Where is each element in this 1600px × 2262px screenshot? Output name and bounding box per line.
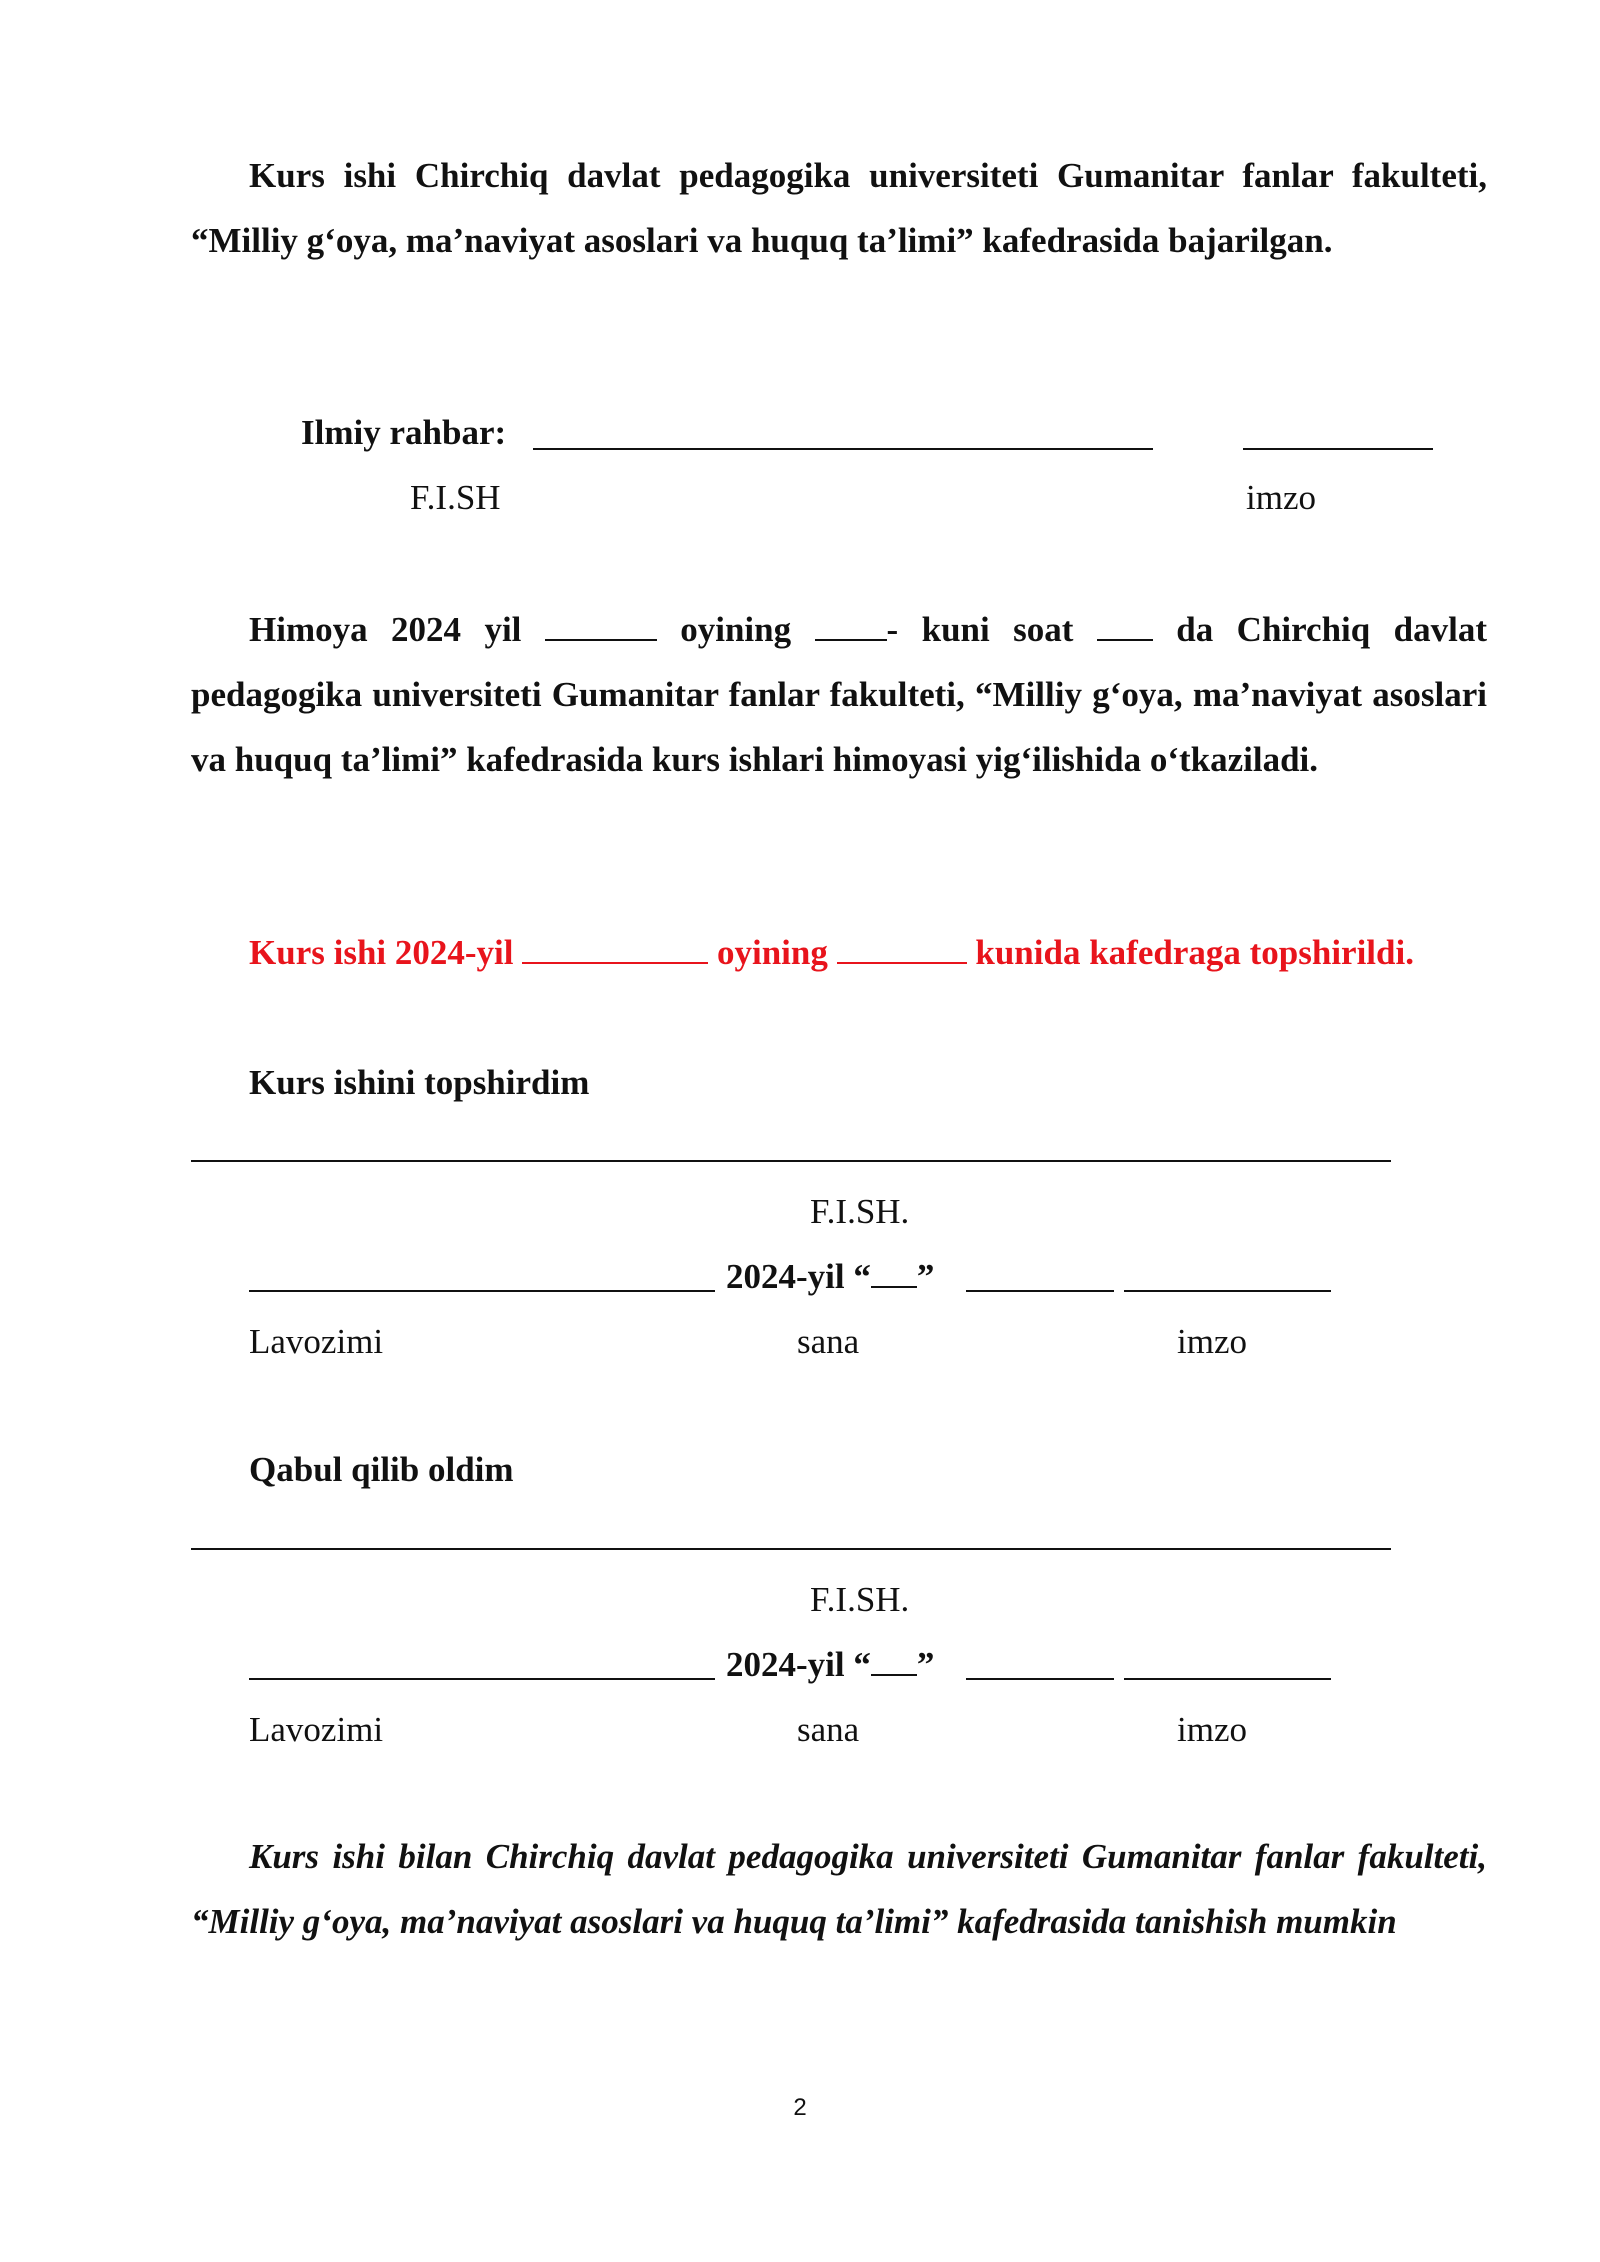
handed-over-heading: Kurs ishini topshirdim [249,1063,590,1102]
supervisor-label: Ilmiy rahbar: [301,413,507,452]
supervisor-signature-caption: imzo [1246,478,1316,517]
handed-over-date: 2024-yil “ ” [726,1257,935,1296]
handed-over-day-blank [871,1260,917,1288]
received-date-caption: sana [797,1710,860,1749]
handed-over-month-line [966,1290,1114,1292]
reference-paragraph: Kurs ishi bilan Chirchiq davlat pedagogika universiteti Gumanitar fanlar fakulteti, “Milliy g‘oya, ma’naviyat asoslari va huquq ta’limi” kafedrasida tanishish mumkin [191,1837,1487,1941]
received-month-line [966,1678,1114,1680]
intro-paragraph: Kurs ishi Chirchiq davlat pedagogika universiteti Gumanitar fanlar fakulteti, “Milliy g‘oya, ma’naviyat asoslari va huquq ta’limi” kafedrasida bajarilgan. [191,156,1487,260]
supervisor-name-caption: F.I.SH [410,478,501,517]
submission-line: Kurs ishi 2024-yil oyining kunida kafedraga topshirildi. [249,933,1414,972]
supervisor-signature-line [1243,448,1433,450]
received-day-blank [871,1648,917,1676]
submission-month-blank [522,936,708,964]
received-signature-caption: imzo [1177,1710,1247,1749]
supervisor-name-line [533,448,1153,450]
handed-over-date-caption: sana [797,1322,860,1361]
defense-hour-blank [1097,613,1153,641]
page-number: 2 [793,2094,807,2121]
handed-over-name-line [191,1160,1391,1162]
defense-paragraph: Himoya 2024 yil oyining - kuni soat da Chirchiq davlat pedagogika universiteti Gumanitar fanlar fakulteti, “Milliy g‘oya, ma’naviyat asoslari va huquq ta’limi” kafedrasida kurs ishlari himoyasi yig‘ilishida o‘tkaziladi. [191,610,1487,779]
received-position-caption: Lavozimi [249,1710,384,1749]
handed-over-signature-line [1124,1290,1331,1292]
received-position-line [249,1678,715,1680]
received-heading: Qabul qilib oldim [249,1450,514,1489]
handed-over-position-line [249,1290,715,1292]
received-signature-line [1124,1678,1331,1680]
defense-month-blank [545,613,657,641]
received-name-line [191,1548,1391,1550]
received-name-caption: F.I.SH. [810,1580,910,1619]
handed-over-name-caption: F.I.SH. [810,1192,910,1231]
received-date: 2024-yil “ ” [726,1645,935,1684]
submission-day-blank [837,936,967,964]
handed-over-signature-caption: imzo [1177,1322,1247,1361]
handed-over-position-caption: Lavozimi [249,1322,384,1361]
defense-day-blank [815,613,887,641]
